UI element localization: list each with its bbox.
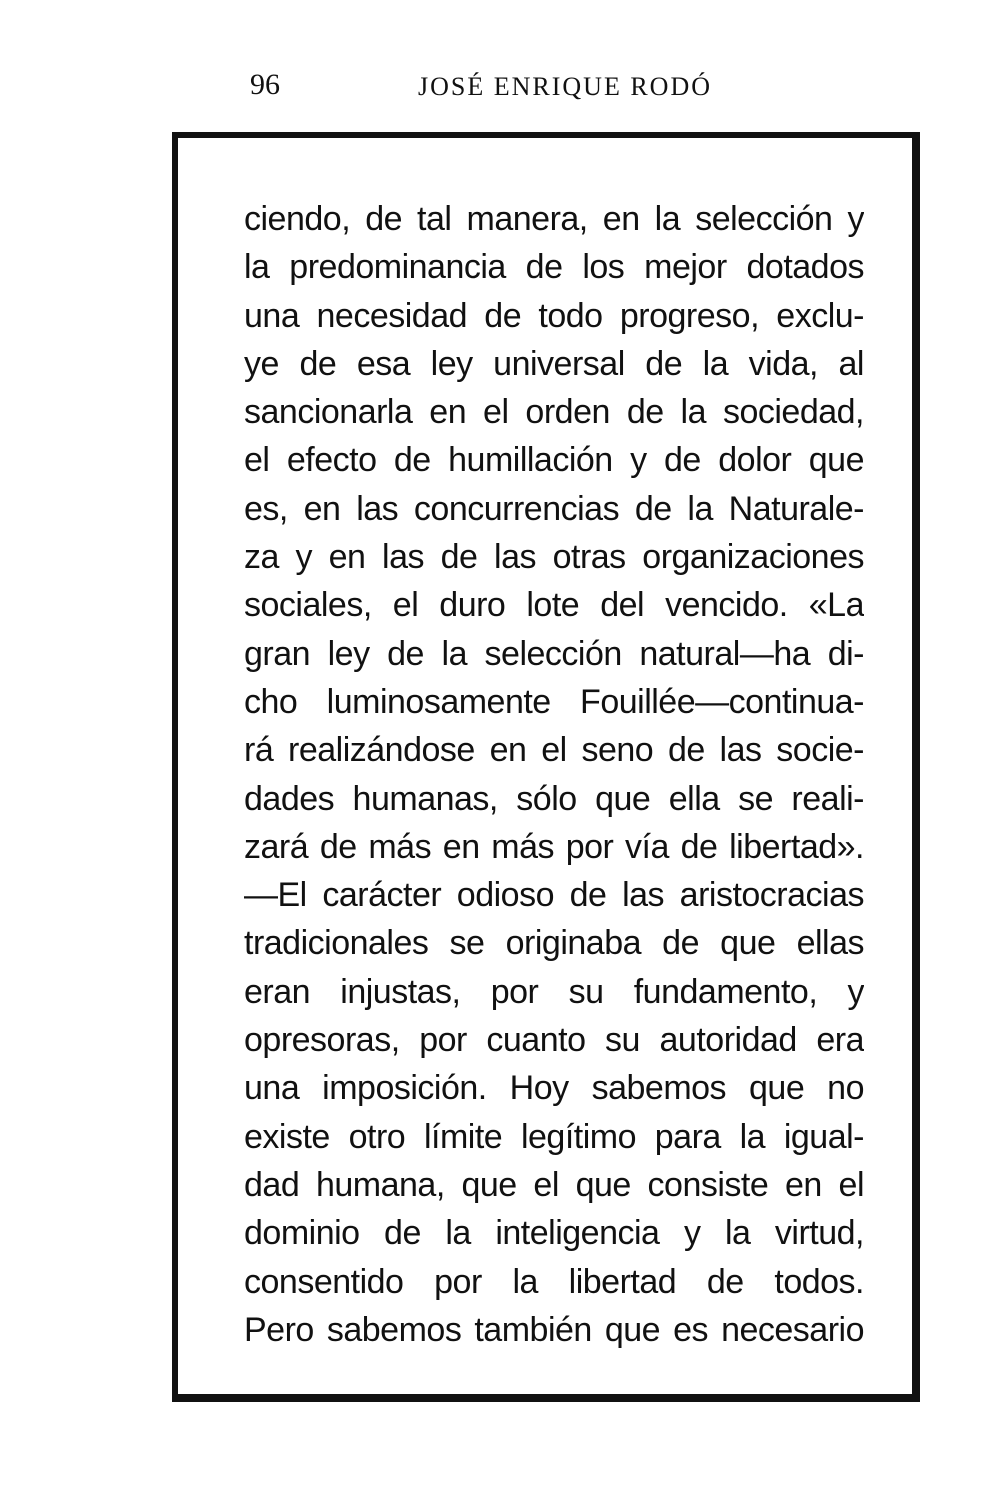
text-line: tradicionales se originaba de que ellas [244, 924, 864, 963]
text-line: consentido por la libertad de todos. [244, 1262, 864, 1301]
text-line: eran injustas, por su fundamento, y [244, 972, 864, 1011]
text-line: la predominancia de los mejor dotados [244, 248, 864, 287]
text-line: una necesidad de todo progreso, exclu- [244, 296, 864, 335]
text-line: el efecto de humillación y de dolor que [244, 441, 864, 480]
text-line: gran ley de la selección natural—ha di- [244, 634, 864, 673]
page-number: 96 [250, 68, 280, 101]
running-head [0, 68, 1000, 108]
text-line: dominio de la inteligencia y la virtud, [244, 1214, 864, 1253]
text-line: rá realizándose en el seno de las socie- [244, 731, 864, 770]
text-line: ye de esa ley universal de la vida, al [244, 344, 864, 383]
text-line: zará de más en más por vía de libertad». [244, 827, 864, 866]
text-line: es, en las concurrencias de la Naturale- [244, 489, 864, 528]
text-line: una imposición. Hoy sabemos que no [244, 1069, 864, 1108]
text-line: sociales, el duro lote del vencido. «La [244, 586, 864, 625]
text-line: sancionarla en el orden de la sociedad, [244, 393, 864, 432]
text-line: —El carácter odioso de las aristocracias [244, 876, 864, 915]
body-text [244, 195, 864, 1354]
text-line: dad humana, que el que consiste en el [244, 1165, 864, 1204]
text-line: dades humanas, sólo que ella se reali- [244, 779, 864, 818]
running-head-author: JOSÉ ENRIQUE RODÓ [418, 72, 712, 101]
text-line: za y en las de las otras organizaciones [244, 538, 864, 577]
text-line: cho luminosamente Fouillée—continua- [244, 682, 864, 721]
text-line: ciendo, de tal manera, en la selección y [244, 200, 864, 238]
text-line: opresoras, por cuanto su autoridad era [244, 1021, 864, 1060]
text-line: Pero sabemos también que es necesario [244, 1310, 864, 1349]
text-line: existe otro límite legítimo para la igual- [244, 1117, 864, 1156]
